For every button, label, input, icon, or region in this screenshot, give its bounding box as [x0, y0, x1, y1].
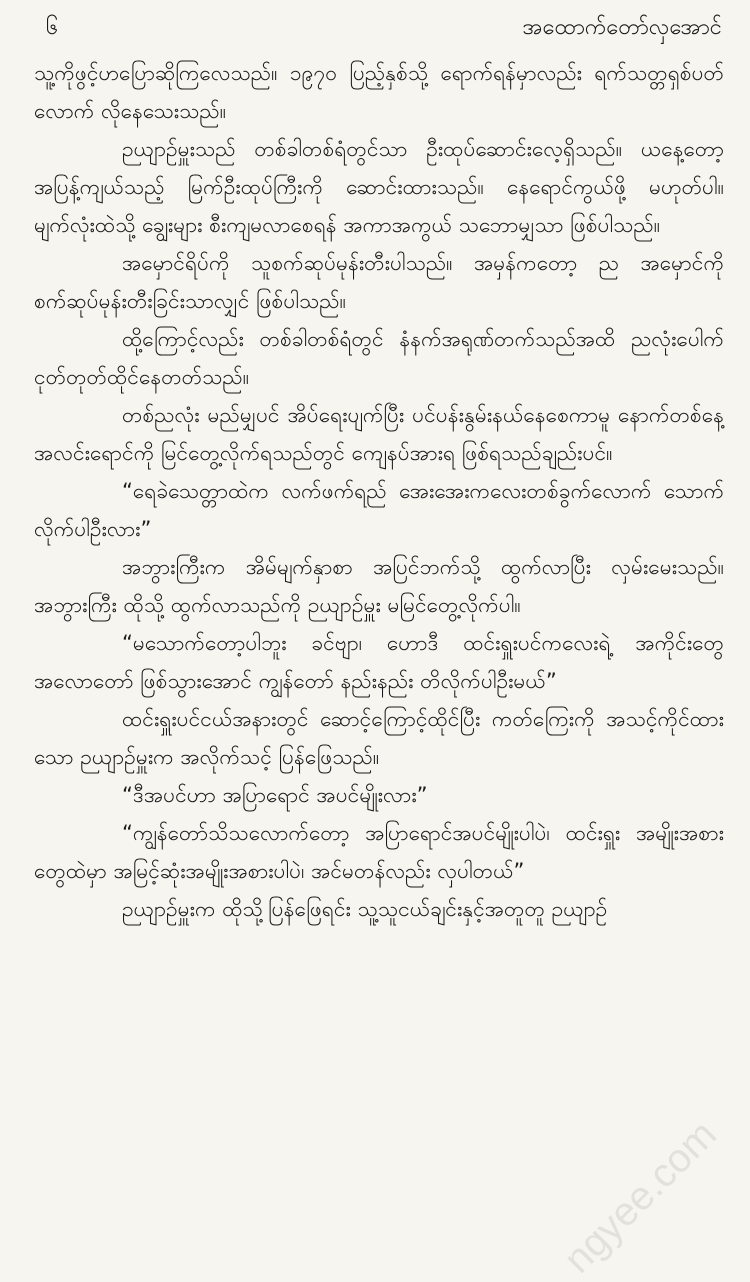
dialogue-paragraph: “ကျွန်တော်သိသလောက်တော့ အပြာရောင်အပင်မျိုးပါပဲ၊ ထင်းရှူး အမျိုးအစားတွေထဲမှာ အမြင့်ဆုံးအမျိုးအစားပါပဲ၊ အင်မတန်လည်း လှပါတယ်”	[34, 821, 724, 883]
dialogue-paragraph: “မသောက်တော့ပါဘူး ခင်ဗျာ၊ ဟောဒီ ထင်းရှူးပင်ကလေးရဲ့ အကိုင်းတွေ အလောတော် ဖြစ်သွားအောင် ကျွန်တော် နည်းနည်း တိလိုက်ပါဦးမယ်”	[34, 631, 724, 693]
running-title: အထောက်တော်လှအောင်	[522, 15, 722, 40]
page-header	[34, 8, 724, 48]
paragraph: ဉယျာဉ်မှူးသည် တစ်ခါတစ်ရံတွင်သာ ဦးထုပ်ဆောင်းလေ့ရှိသည်။ ယနေ့တော့ အပြန့်ကျယ်သည့် မြက်ဦးထုပ်ကြီးကို ဆောင်းထားသည်။ နေရောင်ကွယ်ဖို့ မဟုတ်ပါ။ မျက်လုံးထဲသို့ ချွေးများ စီးကျမလာစေရန် အကာအကွယ် သဘောမျှသာ ဖြစ်ပါသည်။	[34, 137, 724, 237]
paragraph: ထင်းရှူးပင်ငယ်အနားတွင် ဆောင့်ကြောင့်ထိုင်ပြီး ကတ်ကြေးကို အသင့်ကိုင်ထားသော ဉယျာဉ်မှူးက အလိုက်သင့် ပြန်ဖြေသည်။	[34, 707, 724, 769]
watermark: ngyee.com	[555, 1112, 726, 1282]
paragraph: တစ်ညလုံး မည်မျှပင် အိပ်ရေးပျက်ပြီး ပင်ပန်းနွမ်းနယ်နေစေကာမူ နောက်တစ်နေ့ အလင်းရောင်ကို မြင်တွေ့လိုက်ရသည်တွင် ကျေနပ်အားရ ဖြစ်ရသည်ချည်းပင်။	[34, 403, 724, 465]
page-number: ၆	[46, 15, 59, 40]
dialogue-paragraph: “ဒီအပင်ဟာ အပြာရောင် အပင်မျိုးလား”	[122, 783, 428, 807]
paragraph: အဘွားကြီးက အိမ်မျက်နှာစာ အပြင်ဘက်သို့ ထွက်လာပြီး လှမ်းမေးသည်။ အဘွားကြီး ထိုသို့ ထွက်လာသည်ကို ဉယျာဉ်မှူး မမြင်တွေ့လိုက်ပါ။	[34, 555, 724, 617]
body-text	[34, 54, 724, 928]
paragraph: ထို့ကြောင့်လည်း တစ်ခါတစ်ရံတွင် နံနက်အရုဏ်တက်သည်အထိ ညလုံးပေါက် ငုတ်တုတ်ထိုင်နေတတ်သည်။	[34, 327, 724, 389]
paragraph: သူ့ကိုဖွင့်ဟပြောဆိုကြလေသည်။ ၁၉၇၀ ပြည့်နှစ်သို့ ရောက်ရန်မှာလည်း ရက်သတ္တရှစ်ပတ်လောက် လိုနေသေးသည်။	[34, 61, 724, 123]
dialogue-paragraph: “ရေခဲသေတ္တာထဲက လက်ဖက်ရည် အေးအေးကလေးတစ်ခွက်လောက် သောက်လိုက်ပါဦးလား”	[34, 479, 724, 541]
paragraph: အမှောင်ရိပ်ကို သူစက်ဆုပ်မုန်းတီးပါသည်။ အမှန်ကတော့ ည အမှောင်ကို စက်ဆုပ်မုန်းတီးခြင်းသာလျှင် ဖြစ်ပါသည်။	[34, 251, 724, 313]
paragraph: ဉယျာဉ်မှူးက ထိုသို့ပြန်ဖြေရင်း သူ့သူငယ်ချင်းနှင့်အတူတူ ဉယျာဉ်	[122, 897, 608, 921]
